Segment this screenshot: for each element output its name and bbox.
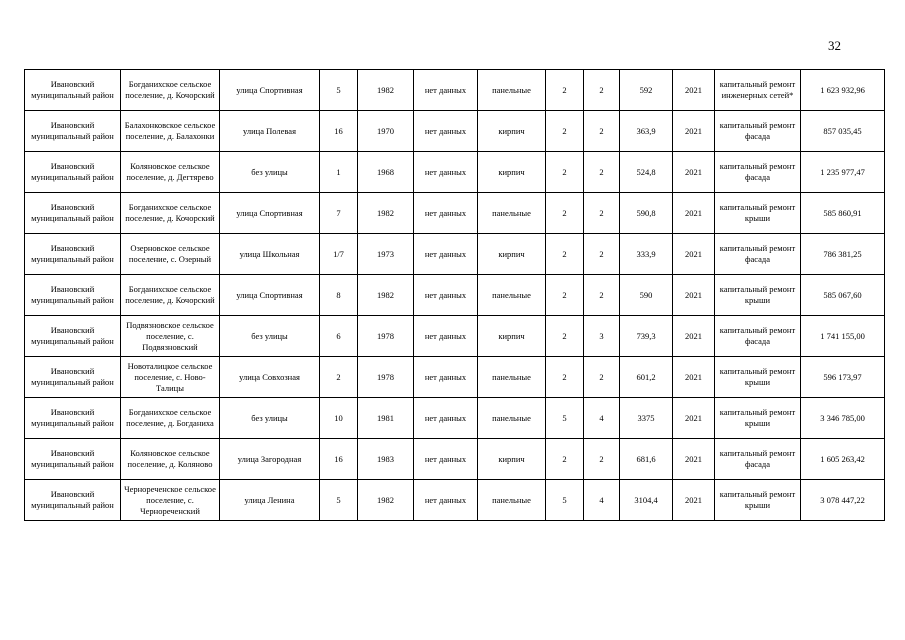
cost-cell: 3 346 785,00 [801,398,885,439]
repair-year-cell: 2021 [673,70,715,111]
table-row [25,439,885,480]
house-number-cell: 5 [320,480,358,521]
area-cell: 592 [620,70,673,111]
street-cell: улица Совхозная [220,357,320,398]
district-cell: Ивановский муниципальный район [25,357,121,398]
area-cell: 601,2 [620,357,673,398]
area-cell: 590 [620,275,673,316]
table-row [25,316,885,357]
entrances-cell: 2 [584,275,620,316]
year-built-cell: 1983 [358,439,414,480]
year-built-cell: 1982 [358,480,414,521]
settlement-cell: Богданихское сельское поселение, д. Богданиха [121,398,220,439]
cost-cell: 1 605 263,42 [801,439,885,480]
table-row [25,275,885,316]
area-cell: 524,8 [620,152,673,193]
district-cell: Ивановский муниципальный район [25,193,121,234]
district-cell: Ивановский муниципальный район [25,70,121,111]
table-row [25,111,885,152]
entrances-cell: 3 [584,316,620,357]
settlement-cell: Подвязновское сельское поселение, с. Подвязновский [121,316,220,357]
floors-cell: 5 [546,398,584,439]
house-number-cell: 7 [320,193,358,234]
entrances-cell: 2 [584,70,620,111]
entrances-cell: 4 [584,480,620,521]
settlement-cell: Коляновское сельское поселение, д. Коляново [121,439,220,480]
year-built-cell: 1978 [358,316,414,357]
repair-year-cell: 2021 [673,398,715,439]
page-number: 32 [828,38,841,53]
street-cell: улица Спортивная [220,275,320,316]
house-number-cell: 1/7 [320,234,358,275]
repair-type-cell: капитальный ремонт крыши [715,275,801,316]
data-availability-cell: нет данных [414,357,478,398]
year-built-cell: 1973 [358,234,414,275]
wall-material-cell: панельные [478,193,546,234]
area-cell: 363,9 [620,111,673,152]
repair-year-cell: 2021 [673,316,715,357]
wall-material-cell: панельные [478,480,546,521]
house-number-cell: 16 [320,111,358,152]
data-availability-cell: нет данных [414,316,478,357]
floors-cell: 2 [546,111,584,152]
cost-cell: 585 067,60 [801,275,885,316]
entrances-cell: 2 [584,111,620,152]
wall-material-cell: панельные [478,70,546,111]
street-cell: улица Ленина [220,480,320,521]
floors-cell: 2 [546,275,584,316]
district-cell: Ивановский муниципальный район [25,439,121,480]
repair-type-cell: капитальный ремонт инженерных сетей* [715,70,801,111]
data-availability-cell: нет данных [414,480,478,521]
repair-type-cell: капитальный ремонт крыши [715,357,801,398]
street-cell: без улицы [220,398,320,439]
district-cell: Ивановский муниципальный район [25,275,121,316]
district-cell: Ивановский муниципальный район [25,152,121,193]
year-built-cell: 1970 [358,111,414,152]
wall-material-cell: кирпич [478,111,546,152]
entrances-cell: 2 [584,193,620,234]
data-availability-cell: нет данных [414,398,478,439]
entrances-cell: 4 [584,398,620,439]
repair-year-cell: 2021 [673,152,715,193]
house-number-cell: 1 [320,152,358,193]
cost-cell: 857 035,45 [801,111,885,152]
district-cell: Ивановский муниципальный район [25,398,121,439]
settlement-cell: Чернореченское сельское поселение, с. Чернореченский [121,480,220,521]
area-cell: 590,8 [620,193,673,234]
data-availability-cell: нет данных [414,234,478,275]
entrances-cell: 2 [584,439,620,480]
wall-material-cell: кирпич [478,234,546,275]
entrances-cell: 2 [584,152,620,193]
repair-type-cell: капитальный ремонт крыши [715,398,801,439]
year-built-cell: 1978 [358,357,414,398]
house-number-cell: 10 [320,398,358,439]
repair-type-cell: капитальный ремонт крыши [715,480,801,521]
repair-year-cell: 2021 [673,357,715,398]
repair-type-cell: капитальный ремонт фасада [715,234,801,275]
floors-cell: 2 [546,152,584,193]
repair-year-cell: 2021 [673,111,715,152]
settlement-cell: Озерновское сельское поселение, с. Озерный [121,234,220,275]
year-built-cell: 1968 [358,152,414,193]
district-cell: Ивановский муниципальный район [25,234,121,275]
settlement-cell: Богданихское сельское поселение, д. Кочорский [121,70,220,111]
year-built-cell: 1982 [358,275,414,316]
settlement-cell: Балахонковское сельское поселение, д. Балахонки [121,111,220,152]
year-built-cell: 1982 [358,193,414,234]
house-number-cell: 16 [320,439,358,480]
house-number-cell: 5 [320,70,358,111]
data-availability-cell: нет данных [414,152,478,193]
street-cell: улица Спортивная [220,70,320,111]
cost-cell: 1 623 932,96 [801,70,885,111]
repair-type-cell: капитальный ремонт фасада [715,316,801,357]
area-cell: 3104,4 [620,480,673,521]
district-cell: Ивановский муниципальный район [25,111,121,152]
table-row [25,193,885,234]
settlement-cell: Богданихское сельское поселение, д. Кочорский [121,193,220,234]
house-number-cell: 8 [320,275,358,316]
repair-year-cell: 2021 [673,439,715,480]
year-built-cell: 1981 [358,398,414,439]
table-row [25,152,885,193]
floors-cell: 5 [546,480,584,521]
table-row [25,480,885,521]
floors-cell: 2 [546,234,584,275]
cost-cell: 1 235 977,47 [801,152,885,193]
cost-cell: 596 173,97 [801,357,885,398]
repair-year-cell: 2021 [673,275,715,316]
data-availability-cell: нет данных [414,439,478,480]
wall-material-cell: панельные [478,275,546,316]
street-cell: без улицы [220,152,320,193]
table-row [25,398,885,439]
floors-cell: 2 [546,316,584,357]
table-row [25,234,885,275]
entrances-cell: 2 [584,357,620,398]
repair-type-cell: капитальный ремонт фасада [715,439,801,480]
wall-material-cell: панельные [478,398,546,439]
data-availability-cell: нет данных [414,111,478,152]
table-row [25,70,885,111]
wall-material-cell: кирпич [478,439,546,480]
entrances-cell: 2 [584,234,620,275]
street-cell: улица Спортивная [220,193,320,234]
settlement-cell: Коляновское сельское поселение, д. Дегтярево [121,152,220,193]
settlement-cell: Богданихское сельское поселение, д. Кочорский [121,275,220,316]
wall-material-cell: панельные [478,357,546,398]
floors-cell: 2 [546,357,584,398]
street-cell: без улицы [220,316,320,357]
cost-cell: 3 078 447,22 [801,480,885,521]
floors-cell: 2 [546,193,584,234]
data-availability-cell: нет данных [414,193,478,234]
cost-cell: 786 381,25 [801,234,885,275]
year-built-cell: 1982 [358,70,414,111]
area-cell: 333,9 [620,234,673,275]
repair-type-cell: капитальный ремонт фасада [715,152,801,193]
house-number-cell: 2 [320,357,358,398]
street-cell: улица Загородная [220,439,320,480]
repair-type-cell: капитальный ремонт крыши [715,193,801,234]
table-row [25,357,885,398]
cost-cell: 1 741 155,00 [801,316,885,357]
street-cell: улица Школьная [220,234,320,275]
wall-material-cell: кирпич [478,152,546,193]
floors-cell: 2 [546,70,584,111]
area-cell: 739,3 [620,316,673,357]
housing-repair-table [24,69,885,521]
wall-material-cell: кирпич [478,316,546,357]
settlement-cell: Новоталицкое сельское поселение, с. Ново-Талицы [121,357,220,398]
area-cell: 3375 [620,398,673,439]
repair-year-cell: 2021 [673,234,715,275]
cost-cell: 585 860,91 [801,193,885,234]
house-number-cell: 6 [320,316,358,357]
repair-year-cell: 2021 [673,480,715,521]
data-availability-cell: нет данных [414,275,478,316]
data-availability-cell: нет данных [414,70,478,111]
district-cell: Ивановский муниципальный район [25,316,121,357]
street-cell: улица Полевая [220,111,320,152]
repair-type-cell: капитальный ремонт фасада [715,111,801,152]
area-cell: 681,6 [620,439,673,480]
repair-year-cell: 2021 [673,193,715,234]
floors-cell: 2 [546,439,584,480]
district-cell: Ивановский муниципальный район [25,480,121,521]
